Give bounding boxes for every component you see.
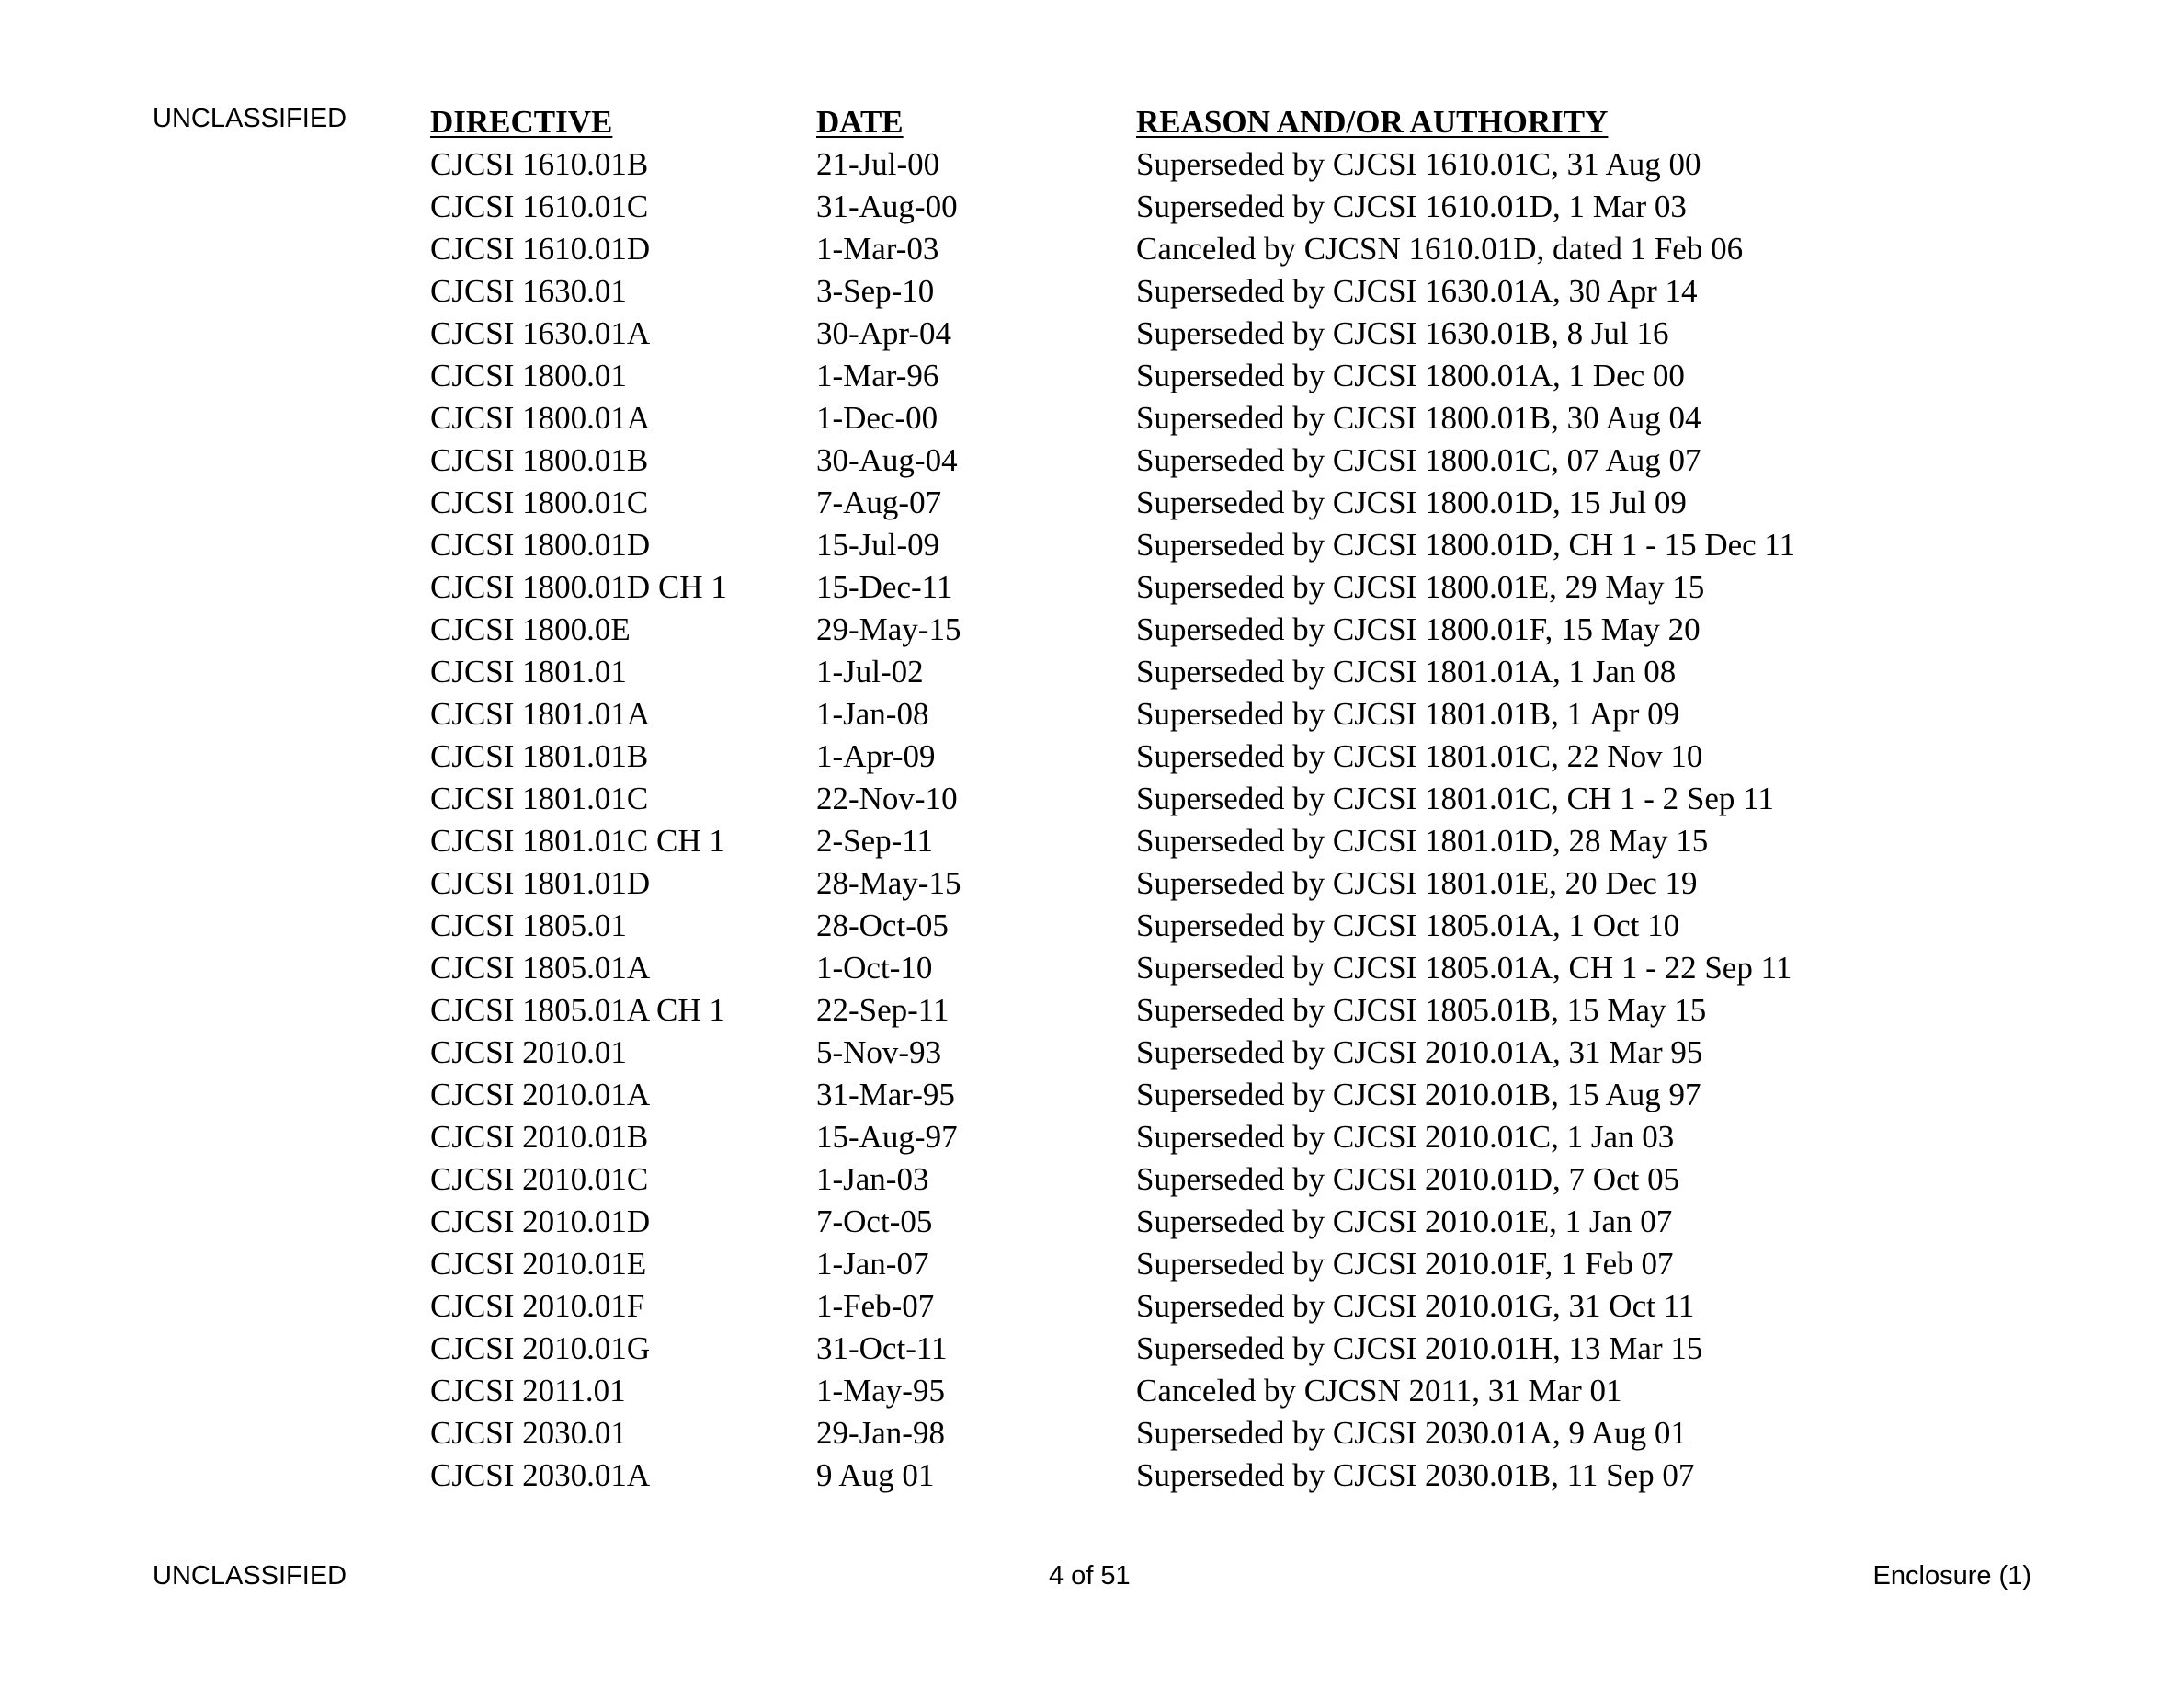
reason-cell: Superseded by CJCSI 1805.01A, 1 Oct 10 [1136, 907, 1680, 943]
reason-cell: Canceled by CJCSN 2011, 31 Mar 01 [1136, 1373, 1622, 1409]
date-cell: 3-Sep-10 [816, 273, 935, 309]
reason-cell: Superseded by CJCSI 1801.01C, CH 1 - 2 Sep 11 [1136, 781, 1774, 816]
date-cell: 22-Sep-11 [816, 992, 950, 1028]
directive-cell: CJCSI 1630.01A [430, 315, 651, 351]
reason-cell: Superseded by CJCSI 1630.01B, 8 Jul 16 [1136, 315, 1669, 351]
directive-cell: CJCSI 1801.01C CH 1 [430, 823, 725, 859]
directive-cell: CJCSI 1800.01D CH 1 [430, 569, 727, 605]
date-cell: 1-Oct-10 [816, 950, 933, 986]
directive-cell: CJCSI 1801.01D [430, 865, 651, 901]
header-directive: DIRECTIVE [430, 104, 613, 140]
directive-cell: CJCSI 1800.01A [430, 400, 651, 436]
date-cell: 9 Aug 01 [816, 1457, 935, 1493]
reason-cell: Superseded by CJCSI 2010.01B, 15 Aug 97 [1136, 1077, 1701, 1112]
directive-cell: CJCSI 2010.01F [430, 1288, 645, 1324]
directive-cell: CJCSI 2010.01E [430, 1246, 647, 1282]
date-cell: 30-Apr-04 [816, 315, 952, 351]
date-cell: 30-Aug-04 [816, 442, 958, 478]
directive-cell: CJCSI 1800.01 [430, 358, 627, 393]
reason-cell: Superseded by CJCSI 1800.01A, 1 Dec 00 [1136, 358, 1685, 393]
reason-cell: Superseded by CJCSI 1610.01C, 31 Aug 00 [1136, 146, 1701, 182]
reason-cell: Superseded by CJCSI 1610.01D, 1 Mar 03 [1136, 188, 1687, 224]
reason-cell: Superseded by CJCSI 1805.01A, CH 1 - 22 Sep 11 [1136, 950, 1792, 986]
classification-marking-top: UNCLASSIFIED [153, 104, 347, 133]
directive-cell: CJCSI 1805.01A [430, 950, 651, 986]
reason-cell: Superseded by CJCSI 1800.01C, 07 Aug 07 [1136, 442, 1701, 478]
reason-cell: Superseded by CJCSI 2010.01H, 13 Mar 15 [1136, 1330, 1703, 1366]
directive-cell: CJCSI 1801.01C [430, 781, 649, 816]
date-cell: 29-Jan-98 [816, 1415, 945, 1451]
directive-cell: CJCSI 2030.01 [430, 1415, 627, 1451]
directive-cell: CJCSI 1800.0E [430, 611, 631, 647]
date-cell: 1-Jan-08 [816, 696, 929, 732]
reason-cell: Superseded by CJCSI 1800.01D, CH 1 - 15 Dec 11 [1136, 527, 1796, 563]
date-cell: 28-May-15 [816, 865, 961, 901]
reason-cell: Superseded by CJCSI 1805.01B, 15 May 15 [1136, 992, 1707, 1028]
header-reason: REASON AND/OR AUTHORITY [1136, 104, 1609, 140]
directive-cell: CJCSI 1801.01B [430, 738, 649, 774]
directive-cell: CJCSI 2010.01B [430, 1119, 649, 1155]
date-cell: 1-Mar-96 [816, 358, 939, 393]
directive-cell: CJCSI 2010.01G [430, 1330, 651, 1366]
date-cell: 1-Jan-07 [816, 1246, 929, 1282]
directive-cell: CJCSI 1805.01 [430, 907, 627, 943]
directive-cell: CJCSI 1800.01B [430, 442, 649, 478]
reason-cell: Superseded by CJCSI 2010.01D, 7 Oct 05 [1136, 1161, 1680, 1197]
date-cell: 15-Dec-11 [816, 569, 953, 605]
page-number: 4 of 51 [1049, 1561, 1131, 1591]
reason-cell: Superseded by CJCSI 1630.01A, 30 Apr 14 [1136, 273, 1698, 309]
date-cell: 31-Oct-11 [816, 1330, 948, 1366]
directive-cell: CJCSI 1805.01A CH 1 [430, 992, 725, 1028]
date-cell: 1-May-95 [816, 1373, 945, 1409]
directive-cell: CJCSI 1610.01C [430, 188, 649, 224]
directive-cell: CJCSI 1800.01C [430, 485, 649, 520]
reason-cell: Superseded by CJCSI 1800.01F, 15 May 20 [1136, 611, 1701, 647]
directive-cell: CJCSI 1801.01A [430, 696, 651, 732]
date-cell: 1-Jan-03 [816, 1161, 929, 1197]
reason-cell: Superseded by CJCSI 1801.01D, 28 May 15 [1136, 823, 1709, 859]
date-cell: 21-Jul-00 [816, 146, 940, 182]
reason-cell: Superseded by CJCSI 2010.01A, 31 Mar 95 [1136, 1034, 1703, 1070]
directive-cell: CJCSI 2011.01 [430, 1373, 626, 1409]
reason-cell: Superseded by CJCSI 1800.01E, 29 May 15 [1136, 569, 1705, 605]
date-cell: 15-Aug-97 [816, 1119, 958, 1155]
directive-cell: CJCSI 2010.01A [430, 1077, 651, 1112]
header-date: DATE [816, 104, 904, 140]
reason-cell: Superseded by CJCSI 1800.01D, 15 Jul 09 [1136, 485, 1687, 520]
reason-cell: Superseded by CJCSI 1801.01B, 1 Apr 09 [1136, 696, 1680, 732]
reason-cell: Superseded by CJCSI 1801.01A, 1 Jan 08 [1136, 654, 1677, 690]
enclosure-label: Enclosure (1) [1872, 1561, 2031, 1591]
reason-cell: Superseded by CJCSI 2010.01C, 1 Jan 03 [1136, 1119, 1675, 1155]
date-cell: 1-Jul-02 [816, 654, 924, 690]
directive-cell: CJCSI 1801.01 [430, 654, 627, 690]
date-cell: 22-Nov-10 [816, 781, 958, 816]
directive-cell: CJCSI 2010.01C [430, 1161, 649, 1197]
date-cell: 31-Aug-00 [816, 188, 958, 224]
directive-cell: CJCSI 2010.01D [430, 1203, 651, 1239]
reason-cell: Superseded by CJCSI 2010.01E, 1 Jan 07 [1136, 1203, 1673, 1239]
date-cell: 31-Mar-95 [816, 1077, 955, 1112]
reason-cell: Superseded by CJCSI 2010.01F, 1 Feb 07 [1136, 1246, 1674, 1282]
date-cell: 1-Dec-00 [816, 400, 938, 436]
reason-cell: Superseded by CJCSI 2030.01A, 9 Aug 01 [1136, 1415, 1687, 1451]
classification-marking-bottom: UNCLASSIFIED [153, 1561, 347, 1591]
date-cell: 28-Oct-05 [816, 907, 949, 943]
date-cell: 1-Mar-03 [816, 231, 939, 267]
directive-cell: CJCSI 2010.01 [430, 1034, 627, 1070]
date-cell: 7-Aug-07 [816, 485, 942, 520]
date-cell: 2-Sep-11 [816, 823, 934, 859]
reason-cell: Superseded by CJCSI 1800.01B, 30 Aug 04 [1136, 400, 1701, 436]
reason-cell: Superseded by CJCSI 2030.01B, 11 Sep 07 [1136, 1457, 1695, 1493]
directive-cell: CJCSI 1610.01B [430, 146, 649, 182]
date-cell: 1-Apr-09 [816, 738, 936, 774]
reason-cell: Superseded by CJCSI 1801.01C, 22 Nov 10 [1136, 738, 1703, 774]
directive-cell: CJCSI 1630.01 [430, 273, 627, 309]
date-cell: 29-May-15 [816, 611, 961, 647]
reason-cell: Superseded by CJCSI 2010.01G, 31 Oct 11 [1136, 1288, 1695, 1324]
reason-cell: Superseded by CJCSI 1801.01E, 20 Dec 19 [1136, 865, 1698, 901]
directive-cell: CJCSI 1800.01D [430, 527, 651, 563]
date-cell: 7-Oct-05 [816, 1203, 933, 1239]
directive-cell: CJCSI 2030.01A [430, 1457, 651, 1493]
date-cell: 1-Feb-07 [816, 1288, 935, 1324]
directive-cell: CJCSI 1610.01D [430, 231, 651, 267]
reason-cell: Canceled by CJCSN 1610.01D, dated 1 Feb 06 [1136, 231, 1744, 267]
date-cell: 15-Jul-09 [816, 527, 940, 563]
date-cell: 5-Nov-93 [816, 1034, 942, 1070]
